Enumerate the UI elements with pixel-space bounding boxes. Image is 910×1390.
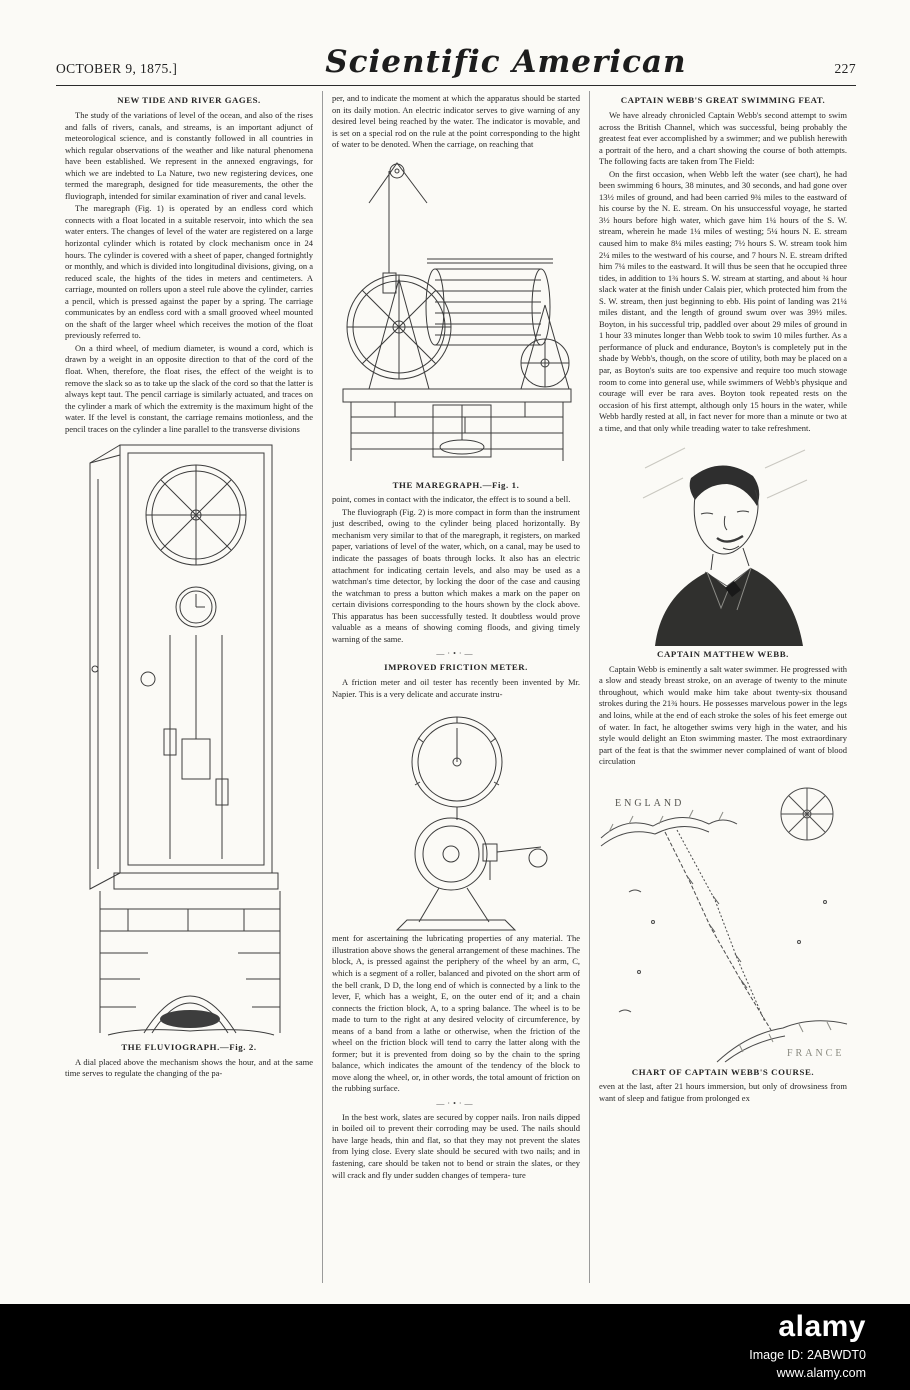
course-chart-map bbox=[599, 772, 849, 1064]
column-3 bbox=[589, 91, 856, 1283]
paragraph: Captain Webb is eminently a salt water swimmer. He progressed with a slow and steady breast stroke, on an average of twenty to the minute throughout, which would make him take about twenty-six thousand strokes during the 21¾ hours. He possesses marvelous power in the legs and loins, while at the end of each stroke the soles of his feet emerge out of water. In fact, he altogether swims very high in the water, and his style would delight an Eton swimming master. The most extraordinary part of the feat is that the swimmer never complained of want of blood circulation bbox=[599, 663, 847, 767]
ornament-divider: —·•·— bbox=[436, 649, 476, 659]
friction-meter-figure bbox=[332, 704, 580, 932]
alamy-stack bbox=[749, 1309, 866, 1382]
publication-title: Scientific American bbox=[325, 44, 687, 80]
alamy-bar bbox=[0, 1304, 910, 1390]
alamy-logo: alamy bbox=[778, 1309, 866, 1343]
column-layout bbox=[56, 91, 856, 1283]
article-heading-tide-gages: NEW TIDE AND RIVER GAGES. bbox=[117, 95, 261, 105]
fluviograph-figure bbox=[65, 439, 313, 1039]
maregraph-figure bbox=[332, 155, 580, 477]
paragraph: per, and to indicate the moment at which the apparatus should be started on its daily motion. An electric indicator serves to give warning of any desired level being reached by the water. The indicator is movable, and is set on a special rod on the rule at the point corresponding to the hight of water to be denoted. When the carriage, on reaching that bbox=[332, 93, 580, 150]
paragraph: point, comes in contact with the indicator, the effect is to sound a bell. bbox=[332, 494, 571, 505]
figure-caption-webb-portrait: CAPTAIN MATTHEW WEBB. bbox=[657, 649, 789, 660]
alamy-image-id: Image ID: 2ABWDT0 bbox=[749, 1347, 866, 1362]
map-label-england: ENGLAND bbox=[615, 797, 685, 809]
masthead bbox=[56, 44, 856, 86]
friction-meter-engraving bbox=[357, 704, 555, 932]
figure-caption-maregraph: THE MAREGRAPH.—Fig. 1. bbox=[392, 479, 520, 490]
paragraph: In the best work, slates are secured by copper nails. Iron nails dipped in boiled oil to prevent their corroding may be used. The nails should have large heads, thin and flat, so that they may not prevent the slates from lying close. Every slate should be secured with two nails; and in fastening, care should be taken not to bend or strain the slates, or they will crack and fly under sudden changes of tempera- ture bbox=[332, 1111, 580, 1180]
column-2 bbox=[322, 91, 589, 1283]
paragraph: We have already chronicled Captain Webb's second attempt to swim across the British Channel, which was successful, being probably the greatest feat ever accomplished by a swimmer; and we publish herewith a portrait of the hero, and a chart showing the course of both attempts. The following facts are taken from The Field: bbox=[599, 109, 847, 167]
paragraph: A dial placed above the mechanism shows the hour, and at the same time serves to regulate the changing of the pa- bbox=[65, 1056, 313, 1079]
paragraph: The fluviograph (Fig. 2) is more compact in form than the instrument just described, owing to the cylinder being placed horizontally. By mechanism very similar to that of the maregraph, it registers, on marked paper, variations of level of the water, which, on a canal, may be used to indicate the passages of boats through locks. It also has an electric attachment for indicating certain levels, and also may be used as a watchman's time detector, by locking the door of the case and causing the watchman to press a button which makes a mark on the paper on certain divisions corresponding to the hours shown by the clock above. This apparatus has been successfully tested. It doubtless would prove valuable as a means of showing coming floods, and giving timely warning of the same. bbox=[332, 506, 580, 644]
article-heading-webb: CAPTAIN WEBB'S GREAT SWIMMING FEAT. bbox=[620, 95, 826, 105]
issue-date: OCTOBER 9, 1875.] bbox=[56, 61, 178, 76]
paragraph: The study of the variations of level of the ocean, and also of the rises and falls of rivers, canals, and streams, is an important adjunct of meteorological science, and is constantly followed in all countries in which regular observations of the weather and like natural phenomena have been established. We represent in the annexed engravings, for which we are indebted to La Nature, two new registering devices, one termed the maregraph, designed for tide measurements, the other the fluviograph, intended for similar examination of river and canal levels. bbox=[65, 109, 313, 201]
paragraph: On a third wheel, of medium diameter, is wound a cord, which is drawn by a weight in an opposite direction to that of the cord of the float. When, therefore, the float rises, the effect of the weight is to remove the slack so as to take up the slack of the cord so that the latter is always kept taut. The pencil carriage is similarly actuated, and traces on the cylinder a mark of which the extremity is the maximum hight of the water. If the level is constant, the carriage remains motionless, and the pencil traces on the cylinder a line parallel to the transverse divisions bbox=[65, 342, 313, 434]
map-label-france: FRANCE bbox=[787, 1047, 845, 1059]
page-content bbox=[56, 44, 856, 1283]
page-number: 227 bbox=[834, 61, 856, 76]
fluviograph-engraving bbox=[78, 439, 300, 1039]
ornament-divider: —·•·— bbox=[436, 1098, 476, 1108]
maregraph-engraving bbox=[335, 155, 577, 477]
webb-portrait-engraving bbox=[625, 438, 821, 646]
figure-caption-course-chart: CHART OF CAPTAIN WEBB'S COURSE. bbox=[631, 1066, 815, 1077]
paragraph: The maregraph (Fig. 1) is operated by an endless cord which connects with a float located in a suitable reservoir, into which the sea water enters. The changes of level of the water are registered on a large horizontal cylinder which is rotated by clock mechanism once in 24 hours. The cylinder is covered with a sheet of paper, changed fortnightly or monthly, and which is divided into longitudinal divisions, giving, on a reduced scale, the hights of the tides in meters and centimeters. A carriage, mounted on rollers upon a steel rule above the cylinder, carries a pencil, which is pressed against the paper by a spring. The carriage communicates by an endless cord with a small grooved wheel mounted on the shaft of the larger wheel which receives the motion of the float previously referred to. bbox=[65, 203, 313, 341]
article-heading-friction-meter: IMPROVED FRICTION METER. bbox=[384, 662, 528, 673]
alamy-url: www.alamy.com bbox=[776, 1366, 866, 1380]
paragraph: ment for ascertaining the lubricating properties of any material. The illustration above shows the general arrangement of these machines. The block, A, is pressed against the periphery of the wheel by an arm, C, which is a segment of a roller, balanced and pivoted on the short arm of the bell crank, D D, the long end of which is connected by a link to the lever, F, which has a weight, E, on the outer end of it; and a chain connects the friction block, A, to a spring balance. The wheel is to be made to turn to the right at any desired velocity of circumference, by means of a band from a lathe or otherwise, when the friction of the wheel on the friction block will tend to carry the latter along with the former; but it is prevented from doing so by the chain to the spring balance, which indicates the amount of the tendency of the block to move along the wheel, or, in other words, the total amount of friction on the rubbing surface. bbox=[332, 933, 580, 1094]
figure-caption-fluviograph: THE FLUVIOGRAPH.—Fig. 2. bbox=[121, 1042, 257, 1053]
course-chart-figure bbox=[599, 772, 847, 1064]
paragraph: A friction meter and oil tester has recently been invented by Mr. Napier. This is a very delicate and accurate instru- bbox=[332, 677, 580, 699]
webb-portrait-figure bbox=[599, 438, 847, 646]
paragraph: On the first occasion, when Webb left the water (see chart), he had been swimming 6 hours, 38 minutes, and 30 seconds, and had gone over 13½ miles of ground, and had been carried 9¾ miles to the eastward of his course by the N. E. stream. On his unsuccessful voyage, he started 3½ hours before high water, which gave him 1¼ hours of the S. W. stream, wherein he made 1¼ miles of westing; 5¼ hours N. E. stream caused him to make 8¼ miles easting; 7½ hours S. W. stream took him 2¼ miles to the westward of his course, and 7 hours N. E. stream drifted him 7¼ miles to the eastward. It will thus be seen that he occupied three tides, in addition to 1¾ hours S. W. stream at starting, and about ¾ hour slack water at the finish under Calais pier, which protected him from the S. W. stream, then just beginning to ebb. His point of landing was 21¼ miles distant, and the length of ground swum over was 39½ miles. Boyton, in his successful trip, paddled over about 29 miles of ground in 1 hour 33 minutes longer than Webb took to swim 10 miles further. As a performance of pluck and endurance, Boyton's is completely put in the shade by Webb's, though, on the score of utility, both may be placed on a par, as Boyton's suits are too expensive and require too much stowage room to come into general use, while swimmers of Webb's physique and courage will ever be rara aves. Boyton took repeated rests on the occasion of his first attempt, although only 15 hours in the water, while Webb hardly rested at all, in fact never for more than a minute or two at a time, and that only while treading water to take refreshment. bbox=[599, 168, 847, 433]
paragraph: even at the last, after 21 hours immersion, but only of drowsiness from want of sleep and fatigue from prolonged ex bbox=[599, 1081, 847, 1103]
column-1 bbox=[56, 91, 322, 1283]
